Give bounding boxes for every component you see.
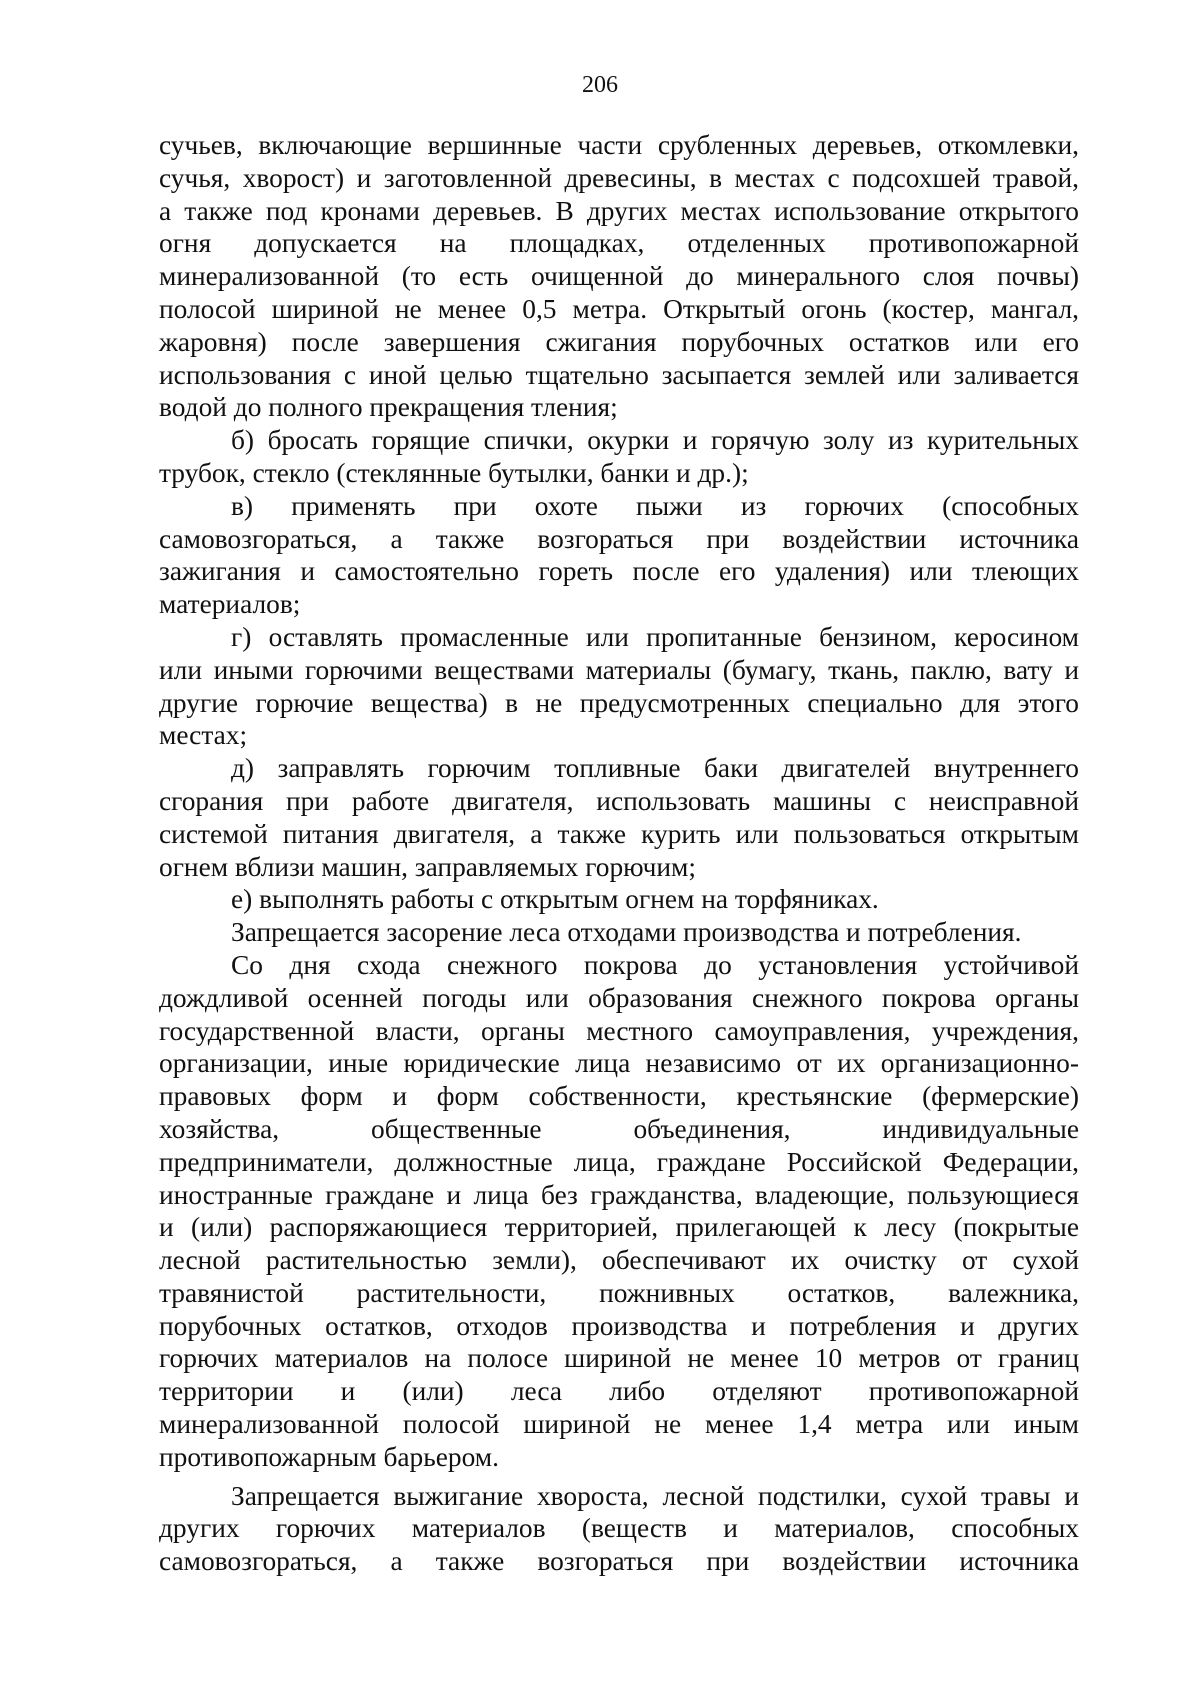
- text-line: сгорания при работе двигателя, использовать машины с неисправной: [159, 785, 1079, 816]
- text-line: лесной растительностью земли), обеспечивают их очистку от сухой: [159, 1245, 1079, 1276]
- list-item-d: д) заправлять горючим топливные баки двигателей внутреннего: [231, 753, 1079, 784]
- text-line: материалов;: [159, 589, 301, 620]
- text-line: местах;: [159, 720, 248, 751]
- text-line: минерализованной (то есть очищенной до минерального слоя почвы): [159, 261, 1079, 292]
- text-line: правовых форм и форм собственности, крестьянские (фермерские): [159, 1081, 1079, 1112]
- list-item-b: б) бросать горящие спички, окурки и горячую золу из курительных: [231, 425, 1079, 456]
- text-line: территории и (или) леса либо отделяют противопожарной: [159, 1376, 1079, 1407]
- text-line: порубочных остатков, отходов производства и потребления и других: [159, 1310, 1079, 1341]
- text-line: и (или) распоряжающиеся территорией, прилегающей к лесу (покрытые: [159, 1212, 1079, 1243]
- text-line: жаровня) после завершения сжигания порубочных остатков или его: [159, 326, 1079, 357]
- text-line: травянистой растительности, пожнивных остатков, валежника,: [159, 1277, 1079, 1308]
- text-line: сучья, хворост) и заготовленной древесины, в местах с подсохшей травой,: [159, 162, 1079, 193]
- text-line: иностранные граждане и лица без гражданства, владеющие, пользующиеся: [159, 1179, 1079, 1210]
- text-line: предприниматели, должностные лица, граждане Российской Федерации,: [159, 1146, 1079, 1177]
- text-line: минерализованной полосой шириной не менее 1,4 метра или иным: [159, 1409, 1079, 1440]
- text-line: системой питания двигателя, а также курить или пользоваться открытым: [159, 818, 1079, 849]
- paragraph-start: Со дня схода снежного покрова до установления устойчивой: [231, 949, 1079, 980]
- page-number: 206: [582, 72, 618, 98]
- text-line: хозяйства, общественные объединения, индивидуальные: [159, 1113, 1079, 1144]
- text-line: использования с иной целью тщательно засыпается землей или заливается: [159, 359, 1079, 390]
- paragraph-start: Запрещается засорение леса отходами производства и потребления.: [231, 917, 1022, 948]
- text-line: или иными горючими веществами материалы (бумагу, ткань, паклю, вату и: [159, 654, 1079, 685]
- text-line: огнем вблизи машин, заправляемых горючим;: [159, 851, 696, 882]
- text-line: полосой шириной не менее 0,5 метра. Открытый огонь (костер, мангал,: [159, 293, 1079, 324]
- list-item-e: е) выполнять работы с открытым огнем на торфяниках.: [231, 884, 879, 915]
- list-item-g: г) оставлять промасленные или пропитанные бензином, керосином: [231, 621, 1079, 652]
- text-line: сучьев, включающие вершинные части срубленных деревьев, откомлевки,: [159, 130, 1079, 160]
- text-line: других горючих материалов (веществ и материалов, способных: [159, 1513, 1079, 1544]
- text-line: зажигания и самостоятельно гореть после его удаления) или тлеющих: [159, 556, 1079, 587]
- text-line: государственной власти, органы местного самоуправления, учреждения,: [159, 1015, 1079, 1046]
- text-line: горючих материалов на полосе шириной не менее 10 метров от границ: [159, 1343, 1079, 1374]
- text-line: самовозгораться, а также возгораться при воздействии источника: [159, 523, 1079, 554]
- text-line: другие горючие вещества) в не предусмотренных специально для этого: [159, 687, 1079, 718]
- list-item-v: в) применять при охоте пыжи из горючих (способных: [231, 490, 1079, 521]
- paragraph-start: Запрещается выжигание хвороста, лесной подстилки, сухой травы и: [231, 1480, 1079, 1511]
- text-line: огня допускается на площадках, отделенных противопожарной: [159, 228, 1079, 259]
- text-line: дождливой осенней погоды или образования снежного покрова органы: [159, 982, 1079, 1013]
- text-line: самовозгораться, а также возгораться при воздействии источника: [159, 1546, 1079, 1577]
- text-line: трубок, стекло (стеклянные бутылки, банки и др.);: [159, 457, 749, 488]
- text-line: водой до полного прекращения тления;: [159, 392, 618, 423]
- text-line: противопожарным барьером.: [159, 1441, 499, 1472]
- text-line: организации, иные юридические лица независимо от их организационно-: [159, 1048, 1079, 1079]
- document-body: [159, 129, 1079, 1578]
- text-line: а также под кронами деревьев. В других местах использование открытого: [159, 195, 1079, 226]
